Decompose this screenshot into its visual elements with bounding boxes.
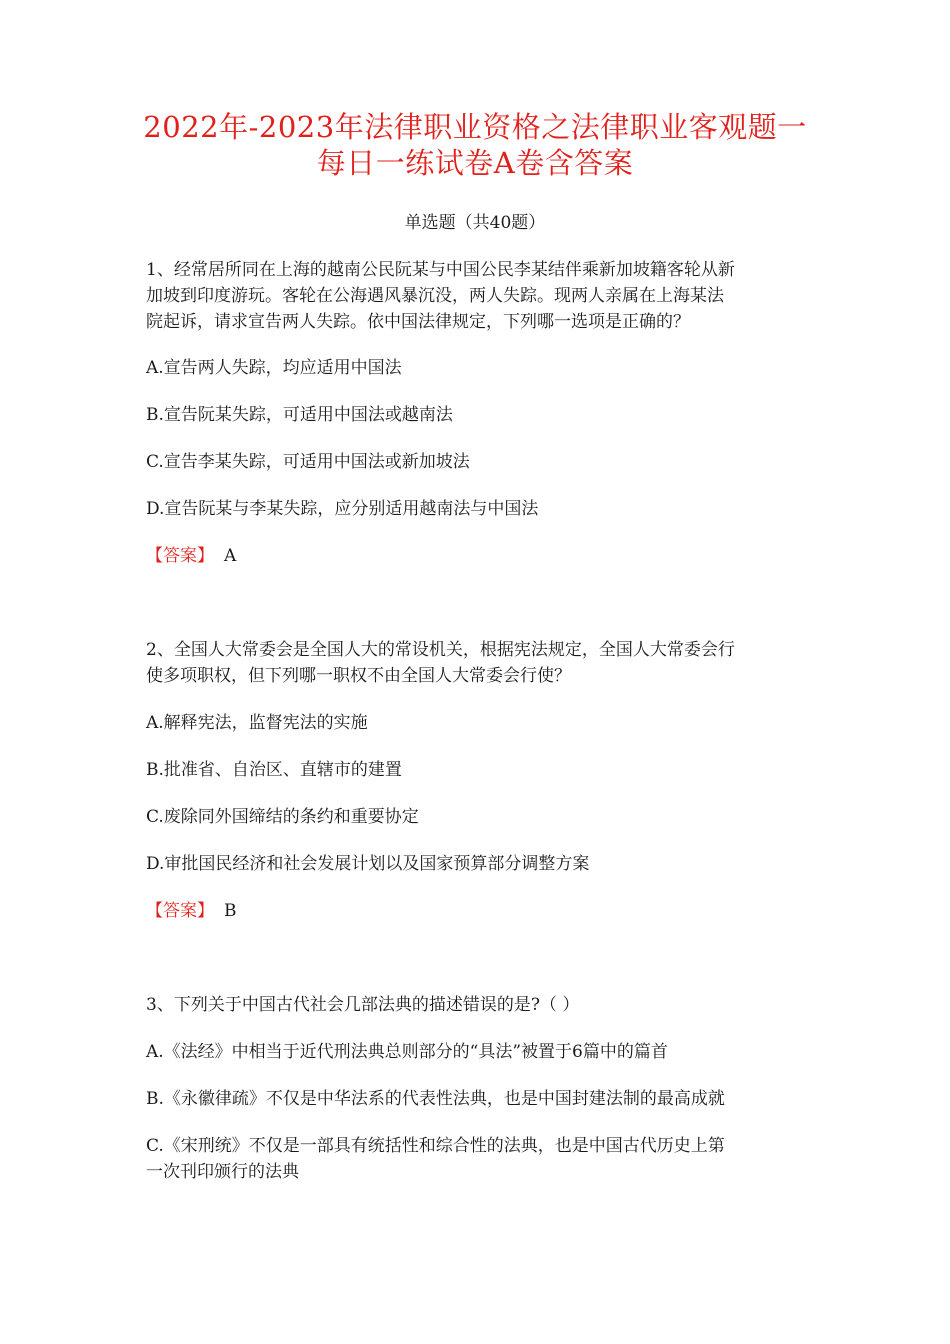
document-title-line-1: 2022年-2023年法律职业资格之法律职业客观题一 xyxy=(143,110,807,144)
question-1-stem-line-3: 院起诉，请求宣告两人失踪。依中国法律规定，下列哪一选项是正确的？ xyxy=(146,312,690,332)
question-1-option-a: A.宣告两人失踪，均应适用中国法 xyxy=(146,358,402,378)
answer-value: B xyxy=(224,901,237,921)
question-1-option-b: B.宣告阮某失踪，可适用中国法或越南法 xyxy=(146,405,453,425)
question-1-answer xyxy=(146,544,236,568)
section-heading: 单选题（共40题） xyxy=(404,213,546,233)
question-2-stem-line-2: 使多项职权，但下列哪一职权不由全国人大常委会行使？ xyxy=(146,666,571,686)
question-3-option-b: B.《永徽律疏》不仅是中华法系的代表性法典，也是中国封建法制的最高成就 xyxy=(146,1089,725,1109)
answer-label: 【答案】 xyxy=(146,901,214,921)
question-1-option-d: D.宣告阮某与李某失踪，应分别适用越南法与中国法 xyxy=(146,499,539,519)
question-1-stem-line-1: 1、经常居所同在上海的越南公民阮某与中国公民李某结伴乘新加坡籍客轮从新 xyxy=(146,260,735,280)
question-2-stem-line-1: 2、全国人大常委会是全国人大的常设机关，根据宪法规定，全国人大常委会行 xyxy=(146,640,735,660)
question-3-option-a: A.《法经》中相当于近代刑法典总则部分的“具法”被置于6篇中的篇首 xyxy=(146,1042,668,1062)
document-title-line-2: 每日一练试卷A卷含答案 xyxy=(316,146,634,180)
question-3-option-c-continuation: 一次刊印颁行的法典 xyxy=(146,1162,299,1182)
question-2-option-d: D.审批国民经济和社会发展计划以及国家预算部分调整方案 xyxy=(146,854,590,874)
question-1-stem-line-2: 加坡到印度游玩。客轮在公海遇风暴沉没，两人失踪。现两人亲属在上海某法 xyxy=(146,286,724,306)
question-2-answer xyxy=(146,899,237,923)
question-2-option-a: A.解释宪法，监督宪法的实施 xyxy=(146,713,368,733)
question-1-option-c: C.宣告李某失踪，可适用中国法或新加坡法 xyxy=(146,452,470,472)
question-2-option-c: C.废除同外国缔结的条约和重要协定 xyxy=(146,807,419,827)
question-2-option-b: B.批准省、自治区、直辖市的建置 xyxy=(146,760,402,780)
question-3-option-c: C.《宋刑统》不仅是一部具有统括性和综合性的法典，也是中国古代历史上第 xyxy=(146,1136,725,1156)
question-3-stem-line-1: 3、下列关于中国古代社会几部法典的描述错误的是?（ ） xyxy=(146,995,580,1015)
answer-value: A xyxy=(224,546,237,566)
answer-label: 【答案】 xyxy=(146,546,214,566)
